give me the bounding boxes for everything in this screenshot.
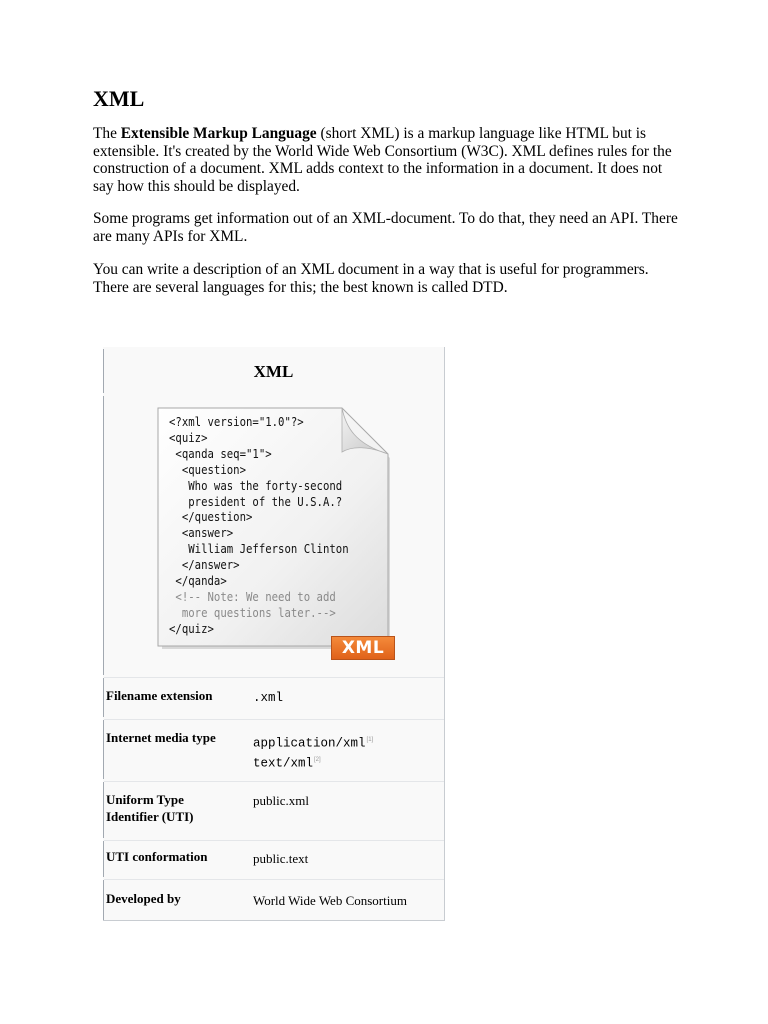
filename-extension-value: .xml (253, 691, 284, 705)
xml-badge: XML (331, 636, 395, 660)
row-divider (104, 879, 444, 880)
code-line: </answer> (169, 557, 240, 573)
filename-extension-label: Filename extension (106, 688, 213, 703)
intro-rest: (short XML) is a markup language like HTML but is extensible. It's created by the World Wide Web Consortium (W3C). XML defines rules for the construction of a document. XML adds context to the information in a document. It does not say how this should be displayed. (93, 125, 672, 195)
dtd-paragraph: You can write a description of an XML document in a way that is useful for programmers. There are several languages for this; the best known is called DTD. (93, 261, 649, 296)
code-line: president of the U.S.A.? (169, 493, 343, 509)
intro-bold-term: Extensible Markup Language (120, 125, 317, 142)
media-type-value-2 (253, 752, 321, 772)
developed-by-value: World Wide Web Consortium (253, 893, 407, 908)
code-line: <quiz> (169, 429, 208, 445)
infobox-border (103, 880, 104, 920)
infobox-border (103, 841, 104, 877)
row-divider (104, 840, 444, 841)
code-line: </quiz> (169, 620, 214, 636)
xml-document-image (156, 406, 396, 660)
code-line: </question> (169, 509, 253, 525)
xml-code-sample (169, 414, 349, 637)
uti-conformation-label: UTI conformation (106, 849, 208, 864)
code-line: <question> (169, 461, 246, 477)
code-line: <?xml version="1.0"?> (169, 414, 304, 429)
code-line: Who was the forty-second (169, 477, 343, 493)
code-line: <answer> (169, 525, 234, 541)
uti-conformation-value: public.text (253, 851, 309, 866)
infobox-title: XML (253, 362, 294, 381)
uti-label: Uniform Type Identifier (UTI) (106, 792, 194, 824)
reference-link[interactable]: [2] (314, 757, 321, 763)
media-type-application: application/xml (253, 736, 366, 751)
infobox-border (103, 782, 104, 838)
reference-link[interactable]: [1] (366, 737, 374, 743)
media-type-label: Internet media type (106, 730, 216, 745)
code-comment-line: more questions later.--> (169, 604, 336, 620)
infobox-border (103, 396, 104, 675)
infobox-border (103, 678, 104, 717)
code-line: William Jefferson Clinton (169, 541, 349, 557)
code-line: </qanda> (169, 573, 227, 589)
row-divider (104, 719, 444, 720)
infobox-border (103, 720, 104, 779)
intro-lead: The (93, 125, 121, 142)
code-comment-line: <!-- Note: We need to add (169, 588, 336, 604)
media-type-value-1 (253, 732, 373, 752)
code-line: <qanda seq="1"> (169, 445, 272, 461)
row-divider (104, 677, 444, 678)
infobox (103, 347, 445, 921)
media-type-text: text/xml (253, 756, 314, 771)
intro-paragraph (93, 125, 683, 195)
article-title: XML (93, 86, 145, 111)
api-paragraph: Some programs get information out of an XML-document. To do that, they need an API. There are many APIs for XML. (93, 210, 678, 245)
uti-value: public.xml (253, 793, 309, 808)
row-divider (104, 781, 444, 782)
developed-by-label: Developed by (106, 891, 181, 906)
